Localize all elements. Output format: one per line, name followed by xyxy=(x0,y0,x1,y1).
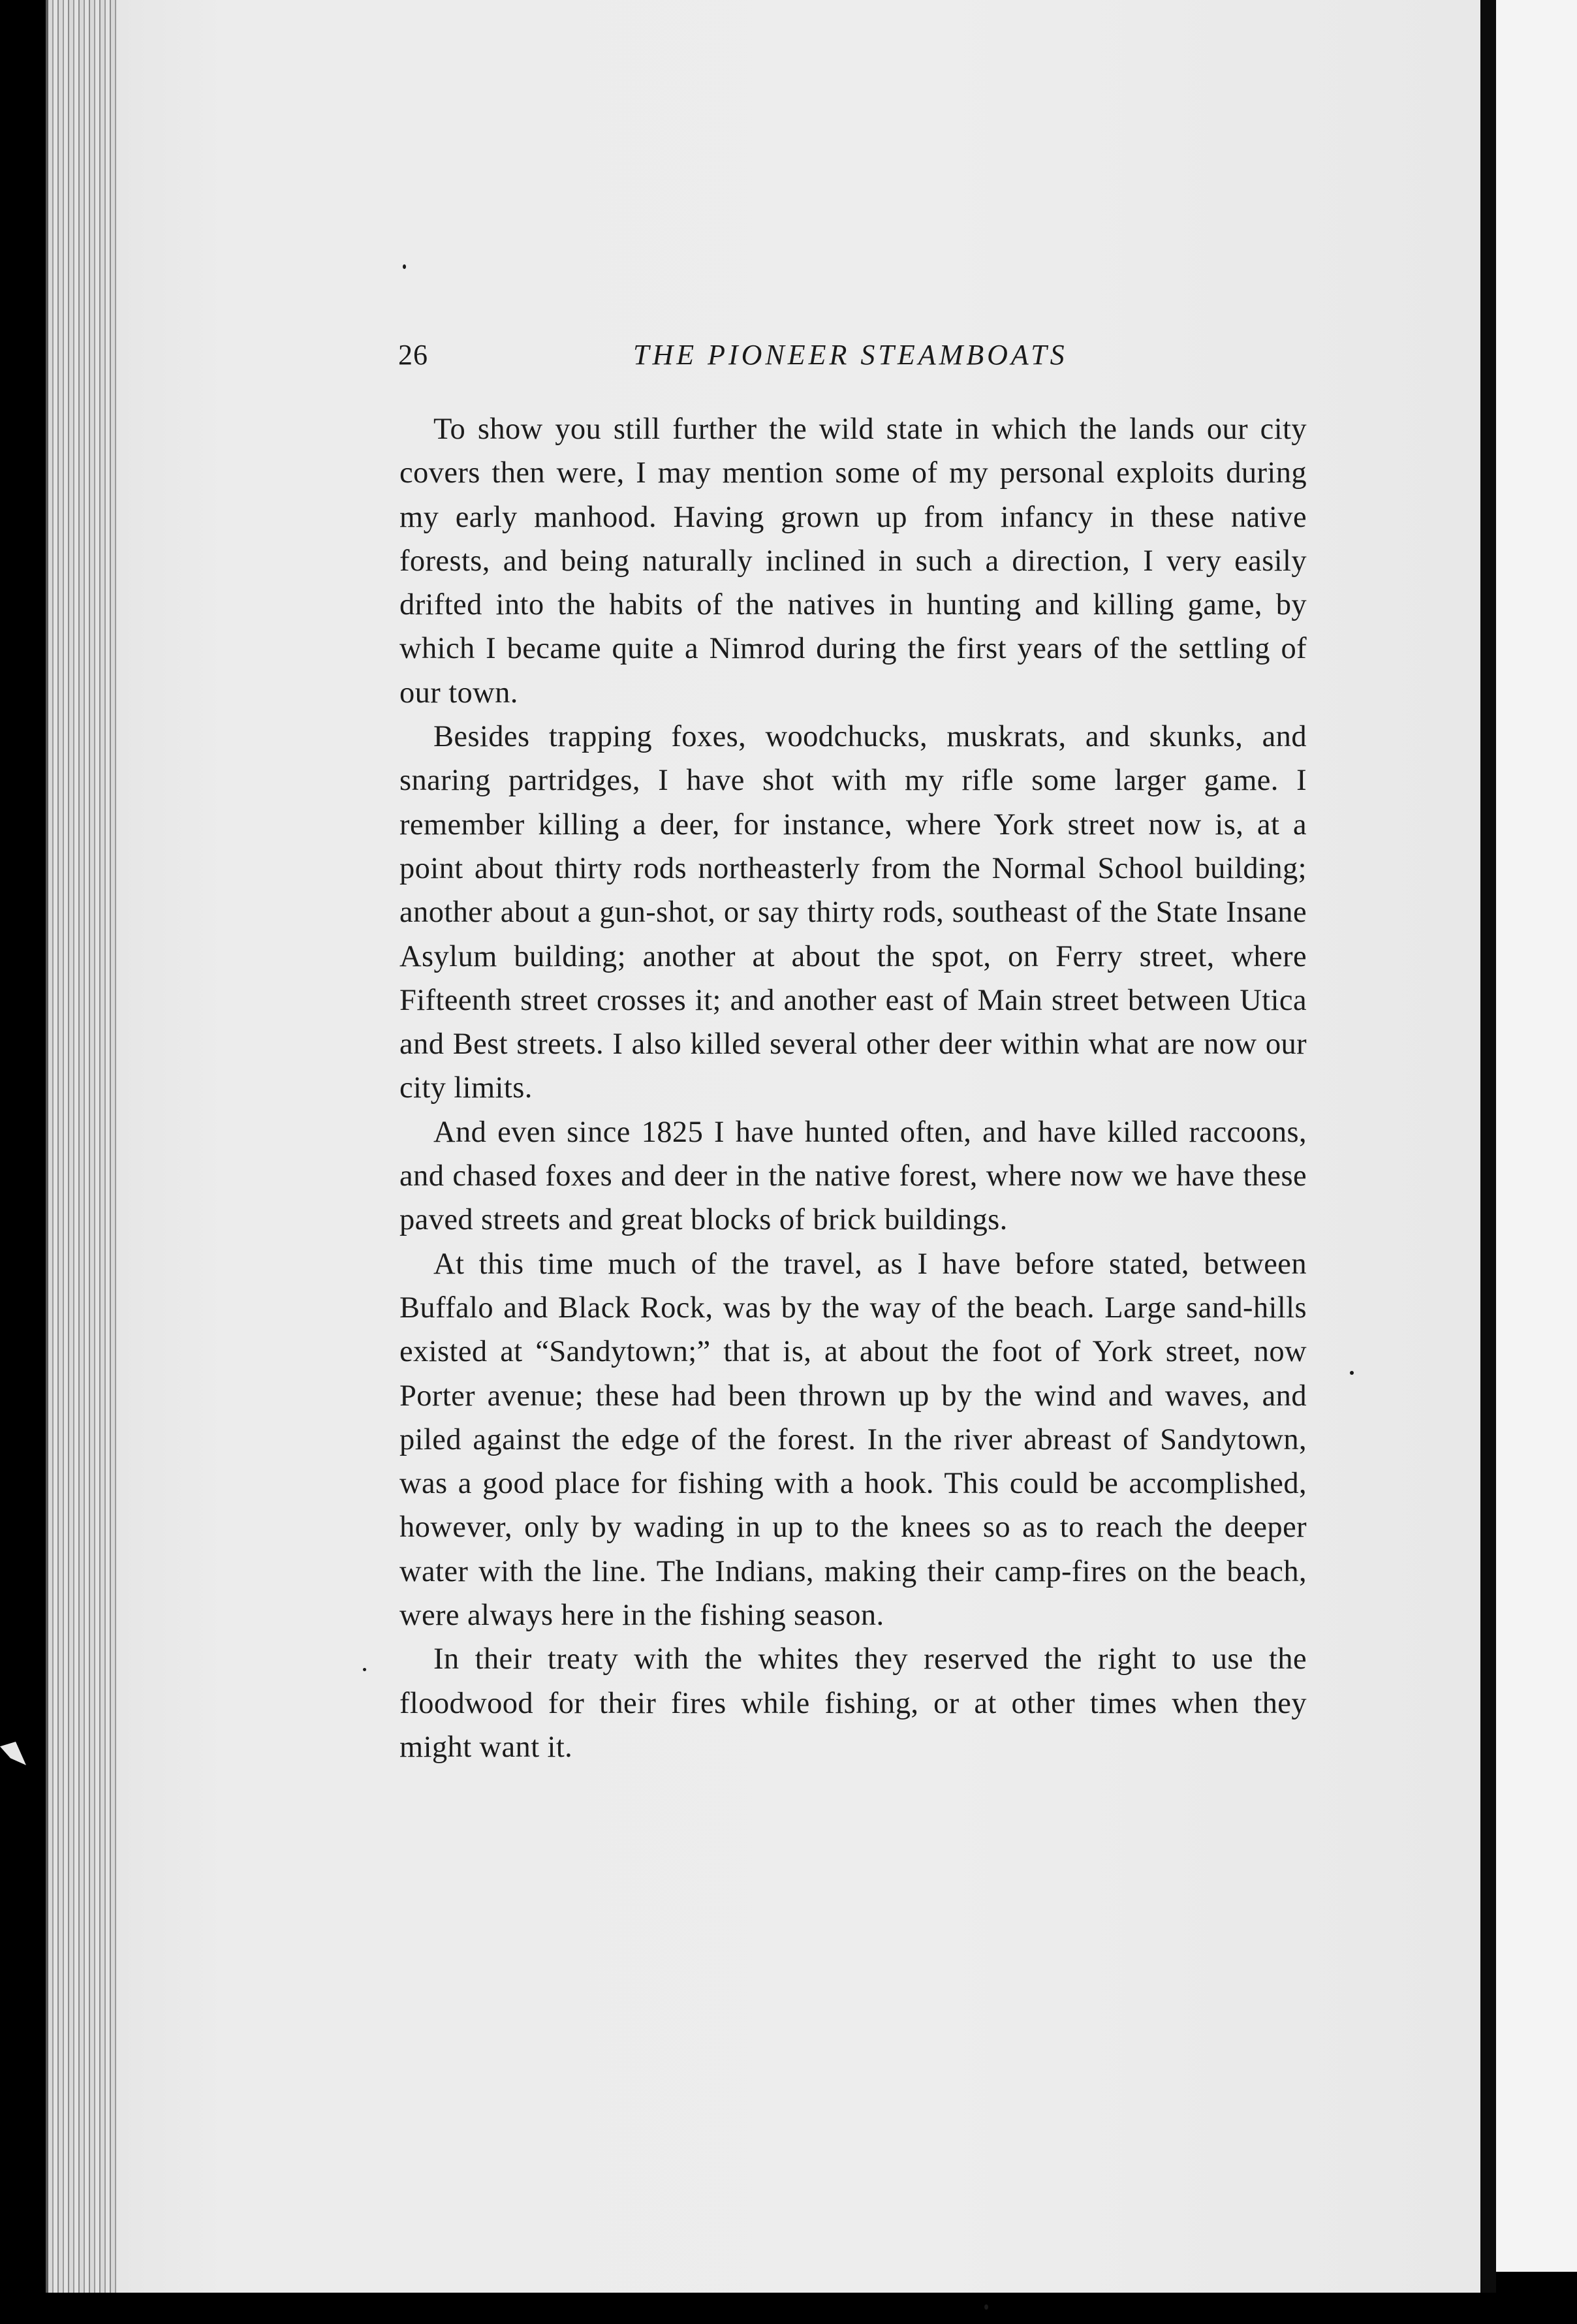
paragraph: Besides trapping foxes, woodchucks, muskrats, and skunks, and snaring partridges, I have shot with my rifle some larger game. I remember killing a deer, for instance, where York street now is, at a point about thirty rods northeasterly from the Normal School building; another about a gun-shot, or say thirty rods, southeast of the State Insane Asylum building; another at about the spot, on Ferry street, where Fifteenth street crosses it; and another east of Main street between Utica and Best streets. I also killed several other deer within what are now our city limits. xyxy=(399,720,1307,1105)
speck xyxy=(984,2304,988,2310)
speck xyxy=(363,1668,366,1671)
speck xyxy=(1350,1371,1354,1375)
page-number: 26 xyxy=(398,339,428,371)
gutter-shadow xyxy=(1480,0,1496,2298)
running-title: THE PIONEER STEAMBOATS xyxy=(633,339,1068,371)
paragraph: At this time much of the travel, as I have before stated, between Buffalo and Black Rock, was by the way of the beach. Large sand-hills existed at “Sandytown;” that is, at about the foot of York street, now Porter avenue; these had been thrown up by the wind and waves, and piled against the edge of the forest. In the river abreast of Sandytown, was a good place for fishing with a hook. This could be accomplished, however, only by wading in up to the knees so as to reach the deeper water with the line. The Indians, making their camp-fires on the beach, were always here in the fishing season. xyxy=(399,1247,1307,1633)
speck xyxy=(403,264,406,269)
page-edges xyxy=(46,0,127,2298)
paragraph: To show you still further the wild state in which the lands our city covers then were, I may mention some of my personal exploits during my early manhood. Having grown up from infancy in these native forests, and being naturally inclined in such a direction, I very easily drifted into the habits of the natives in hunting and killing game, by which I became quite a Nimrod during the first years of the settling of our town. xyxy=(399,413,1307,710)
paragraph: And even since 1825 I have hunted often, and have killed raccoons, and chased foxes and deer in the native forest, where now we have these paved streets and great blocks of brick buildings. xyxy=(399,1115,1307,1237)
facing-page-edge xyxy=(1496,0,1577,2272)
scan-border xyxy=(0,2293,1577,2324)
paragraph: In their treaty with the whites they reserved the right to use the floodwood for their fires while fishing, or at other times when they might want it. xyxy=(399,1642,1307,1764)
body-text xyxy=(399,407,1307,1769)
page-header xyxy=(398,338,1312,377)
margin-mark xyxy=(0,1742,26,1765)
